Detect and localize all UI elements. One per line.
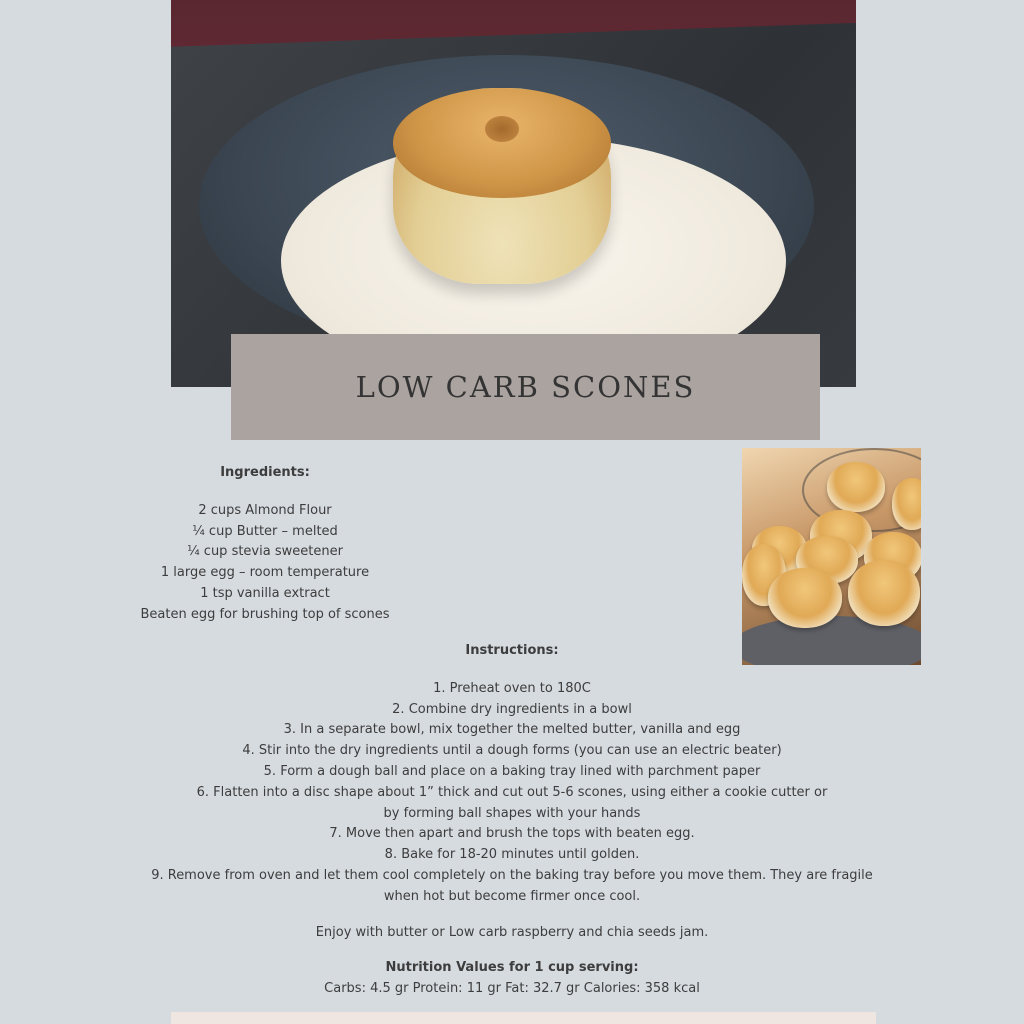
ingredient-item: 2 cups Almond Flour [198,502,332,518]
instruction-step: 1. Preheat oven to 180C [433,680,591,696]
serving-suggestion: Enjoy with butter or Low carb raspberry and chia seeds jam. [315,924,709,940]
scone-ball [892,478,921,530]
nutrition-heading: Nutrition Values for 1 cup serving: [385,960,639,976]
ingredient-item: ¼ cup Butter – melted [192,523,338,539]
instruction-step: 3. In a separate bowl, mix together the melted butter, vanilla and egg [283,722,741,738]
title-banner [231,334,820,440]
ingredients-section [120,463,410,626]
instruction-step: 7. Move then apart and brush the tops with beaten egg. [329,826,695,842]
instruction-step: 8. Bake for 18-20 minutes until golden. [384,847,640,863]
instruction-step: 2. Combine dry ingredients in a bowl [392,701,632,717]
instruction-step: 4. Stir into the dry ingredients until a dough forms (you can use an electric beater) [242,743,782,759]
ingredient-item: ¼ cup stevia sweetener [187,544,343,560]
instruction-step: 6. Flatten into a disc shape about 1” thick and cut out 5-6 scones, using either a cookie cutter or by forming ball shapes with your hands [196,784,828,821]
scone-ball [768,568,842,628]
instruction-step: 5. Form a dough ball and place on a baking tray lined with parchment paper [263,763,761,779]
instructions-heading: Instructions: [465,643,559,658]
hero-photo-scone-on-plate [171,0,856,387]
scone-ball [848,560,920,626]
footer-strip [171,1012,876,1024]
scone-top [393,88,611,198]
thumbnail-photo-scones-on-tray [742,448,921,665]
scone-ball [827,462,885,512]
scone [393,88,611,284]
ingredient-item: 1 tsp vanilla extract [200,585,330,601]
ingredient-item: 1 large egg – room temperature [160,565,370,581]
instructions-section [140,641,884,1000]
scone-hole [485,116,519,142]
instruction-step: 9. Remove from oven and let them cool completely on the baking tray before you move them. They are fragile when hot but become firmer once cool. [151,867,873,904]
recipe-title: LOW CARB SCONES [355,370,696,404]
ingredient-item: Beaten egg for brushing top of scones [140,606,390,622]
nutrition-values: Carbs: 4.5 gr Protein: 11 gr Fat: 32.7 gr Calories: 358 kcal [324,981,700,997]
ingredients-heading: Ingredients: [220,465,310,480]
